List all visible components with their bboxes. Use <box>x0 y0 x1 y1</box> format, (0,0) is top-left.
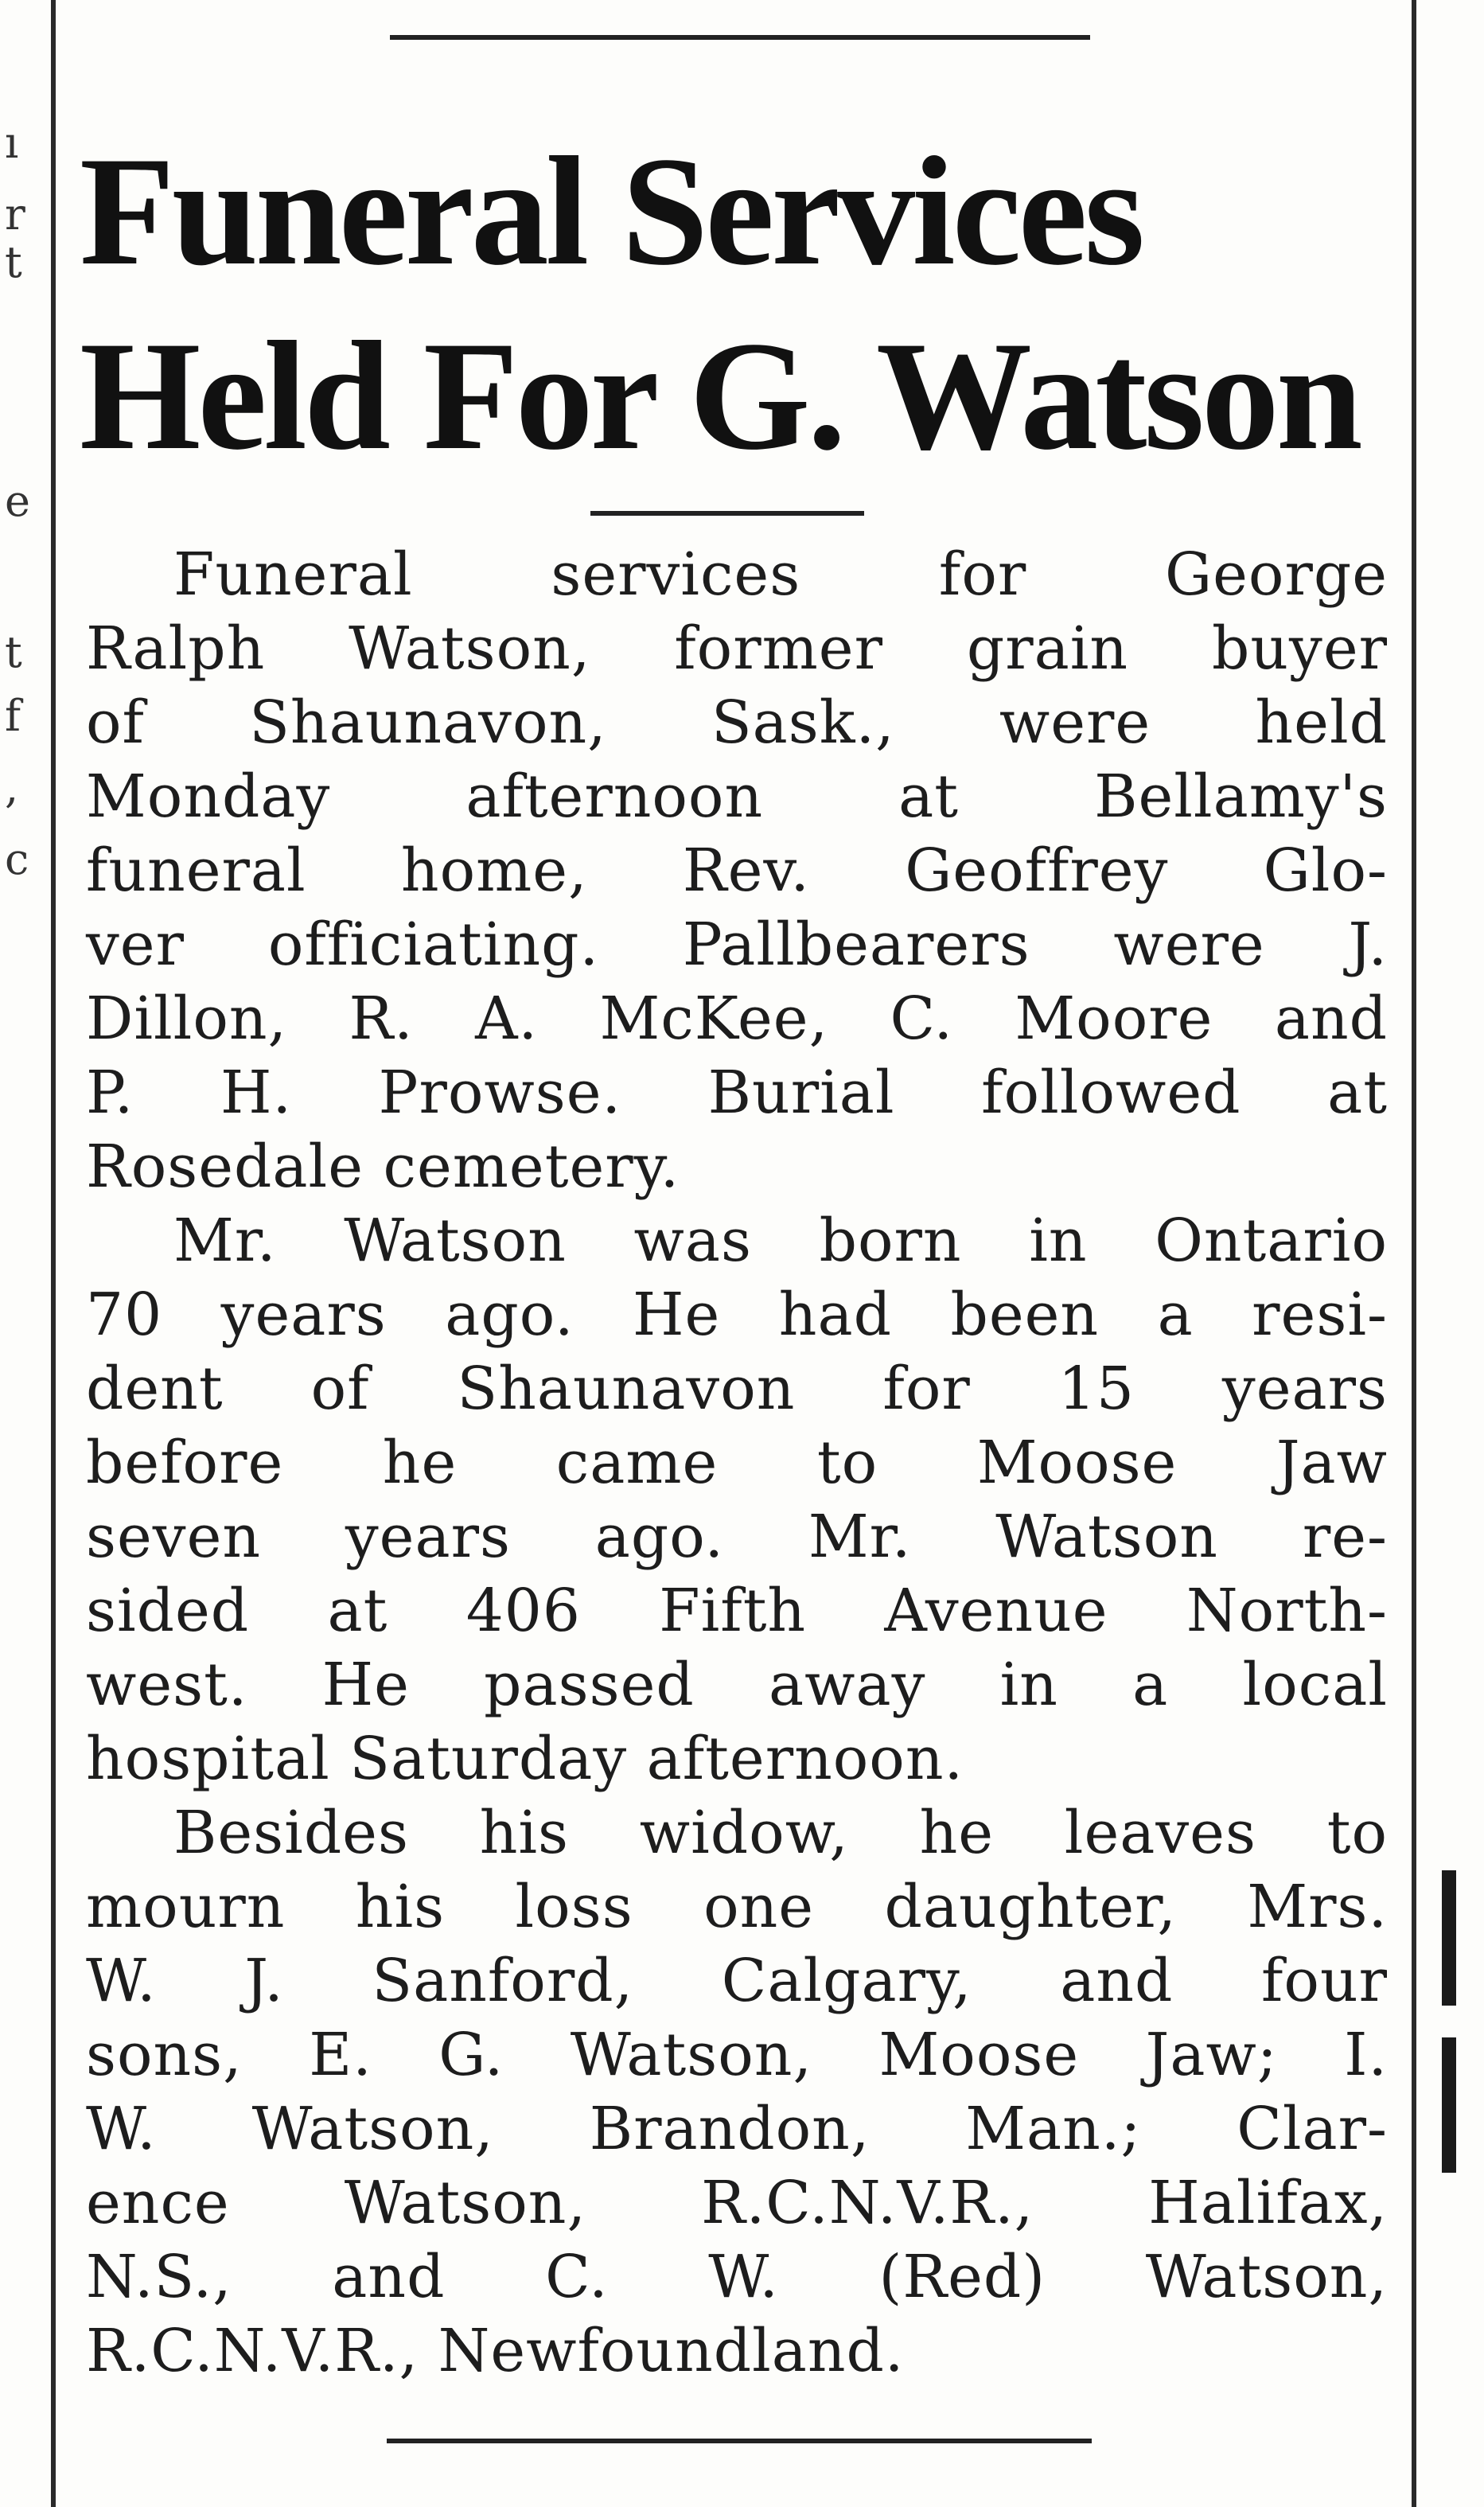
text-line: Rosedale cemetery. <box>86 1133 680 1201</box>
fragment-glyph: ı <box>5 118 19 168</box>
text-line: sons, E. G. Watson, Moose Jaw; I. <box>86 2021 1388 2089</box>
article-body <box>86 538 1388 2388</box>
text-line: mourn his loss one daughter, Mrs. <box>86 1873 1388 1941</box>
text-line: seven years ago. Mr. Watson re- <box>86 1503 1388 1571</box>
text-line: ver officiating. Pallbearers were J. <box>86 910 1388 979</box>
paragraph-biography <box>86 1204 1388 1796</box>
headline-line-1: Funeral Services <box>80 125 1142 298</box>
text-line: funeral home, Rev. Geoffrey Glo- <box>86 836 1388 905</box>
text-line: 70 years ago. He had been a resi- <box>86 1281 1388 1349</box>
paragraph-funeral-details <box>86 538 1388 1204</box>
right-column-heading-fragment <box>1442 1870 1456 2006</box>
fragment-glyph: t <box>5 237 22 287</box>
text-line: W. Watson, Brandon, Man.; Clar- <box>86 2095 1388 2163</box>
fragment-glyph: f <box>5 691 21 741</box>
text-line: Besides his widow, he leaves to <box>173 1799 1388 1867</box>
fragment-glyph: r <box>5 189 25 240</box>
text-line: of Shaunavon, Sask., were held <box>86 688 1388 757</box>
text-line: Ralph Watson, former grain buyer <box>86 614 1388 683</box>
headline-line-2: Held For G. Watson <box>80 310 1360 482</box>
text-line: Mr. Watson was born in Ontario <box>173 1207 1388 1275</box>
text-line: Funeral services for George <box>173 540 1388 609</box>
bottom-separator-rule <box>387 2439 1092 2443</box>
right-column-rule <box>1412 0 1416 2507</box>
text-line: W. J. Sanford, Calgary, and four <box>86 1947 1388 2015</box>
top-separator-rule <box>390 35 1090 40</box>
text-line: hospital Saturday afternoon. <box>86 1725 964 1793</box>
fragment-glyph: , <box>5 762 19 813</box>
text-line: dent of Shaunavon for 15 years <box>86 1355 1388 1423</box>
text-line: P. H. Prowse. Burial followed at <box>86 1059 1388 1127</box>
headline-separator-rule <box>590 511 864 516</box>
right-column-heading-fragment <box>1442 2037 1456 2173</box>
fragment-glyph: e <box>5 476 30 526</box>
text-line: N.S., and C. W. (Red) Watson, <box>86 2243 1388 2311</box>
text-line: west. He passed away in a local <box>86 1651 1388 1719</box>
left-column-rule <box>51 0 56 2507</box>
fragment-glyph: c <box>5 834 29 884</box>
text-line: sided at 406 Fifth Avenue North- <box>86 1577 1388 1645</box>
headline <box>80 119 1392 489</box>
text-line: R.C.N.V.R., Newfoundland. <box>86 2317 905 2385</box>
text-line: Monday afternoon at Bellamy's <box>86 762 1388 831</box>
fragment-glyph: t <box>5 627 22 677</box>
text-line: Dillon, R. A. McKee, C. Moore and <box>86 984 1388 1053</box>
paragraph-survivors <box>86 1796 1388 2388</box>
text-line: ence Watson, R.C.N.V.R., Halifax, <box>86 2169 1388 2237</box>
text-line: before he came to Moose Jaw <box>86 1429 1388 1497</box>
